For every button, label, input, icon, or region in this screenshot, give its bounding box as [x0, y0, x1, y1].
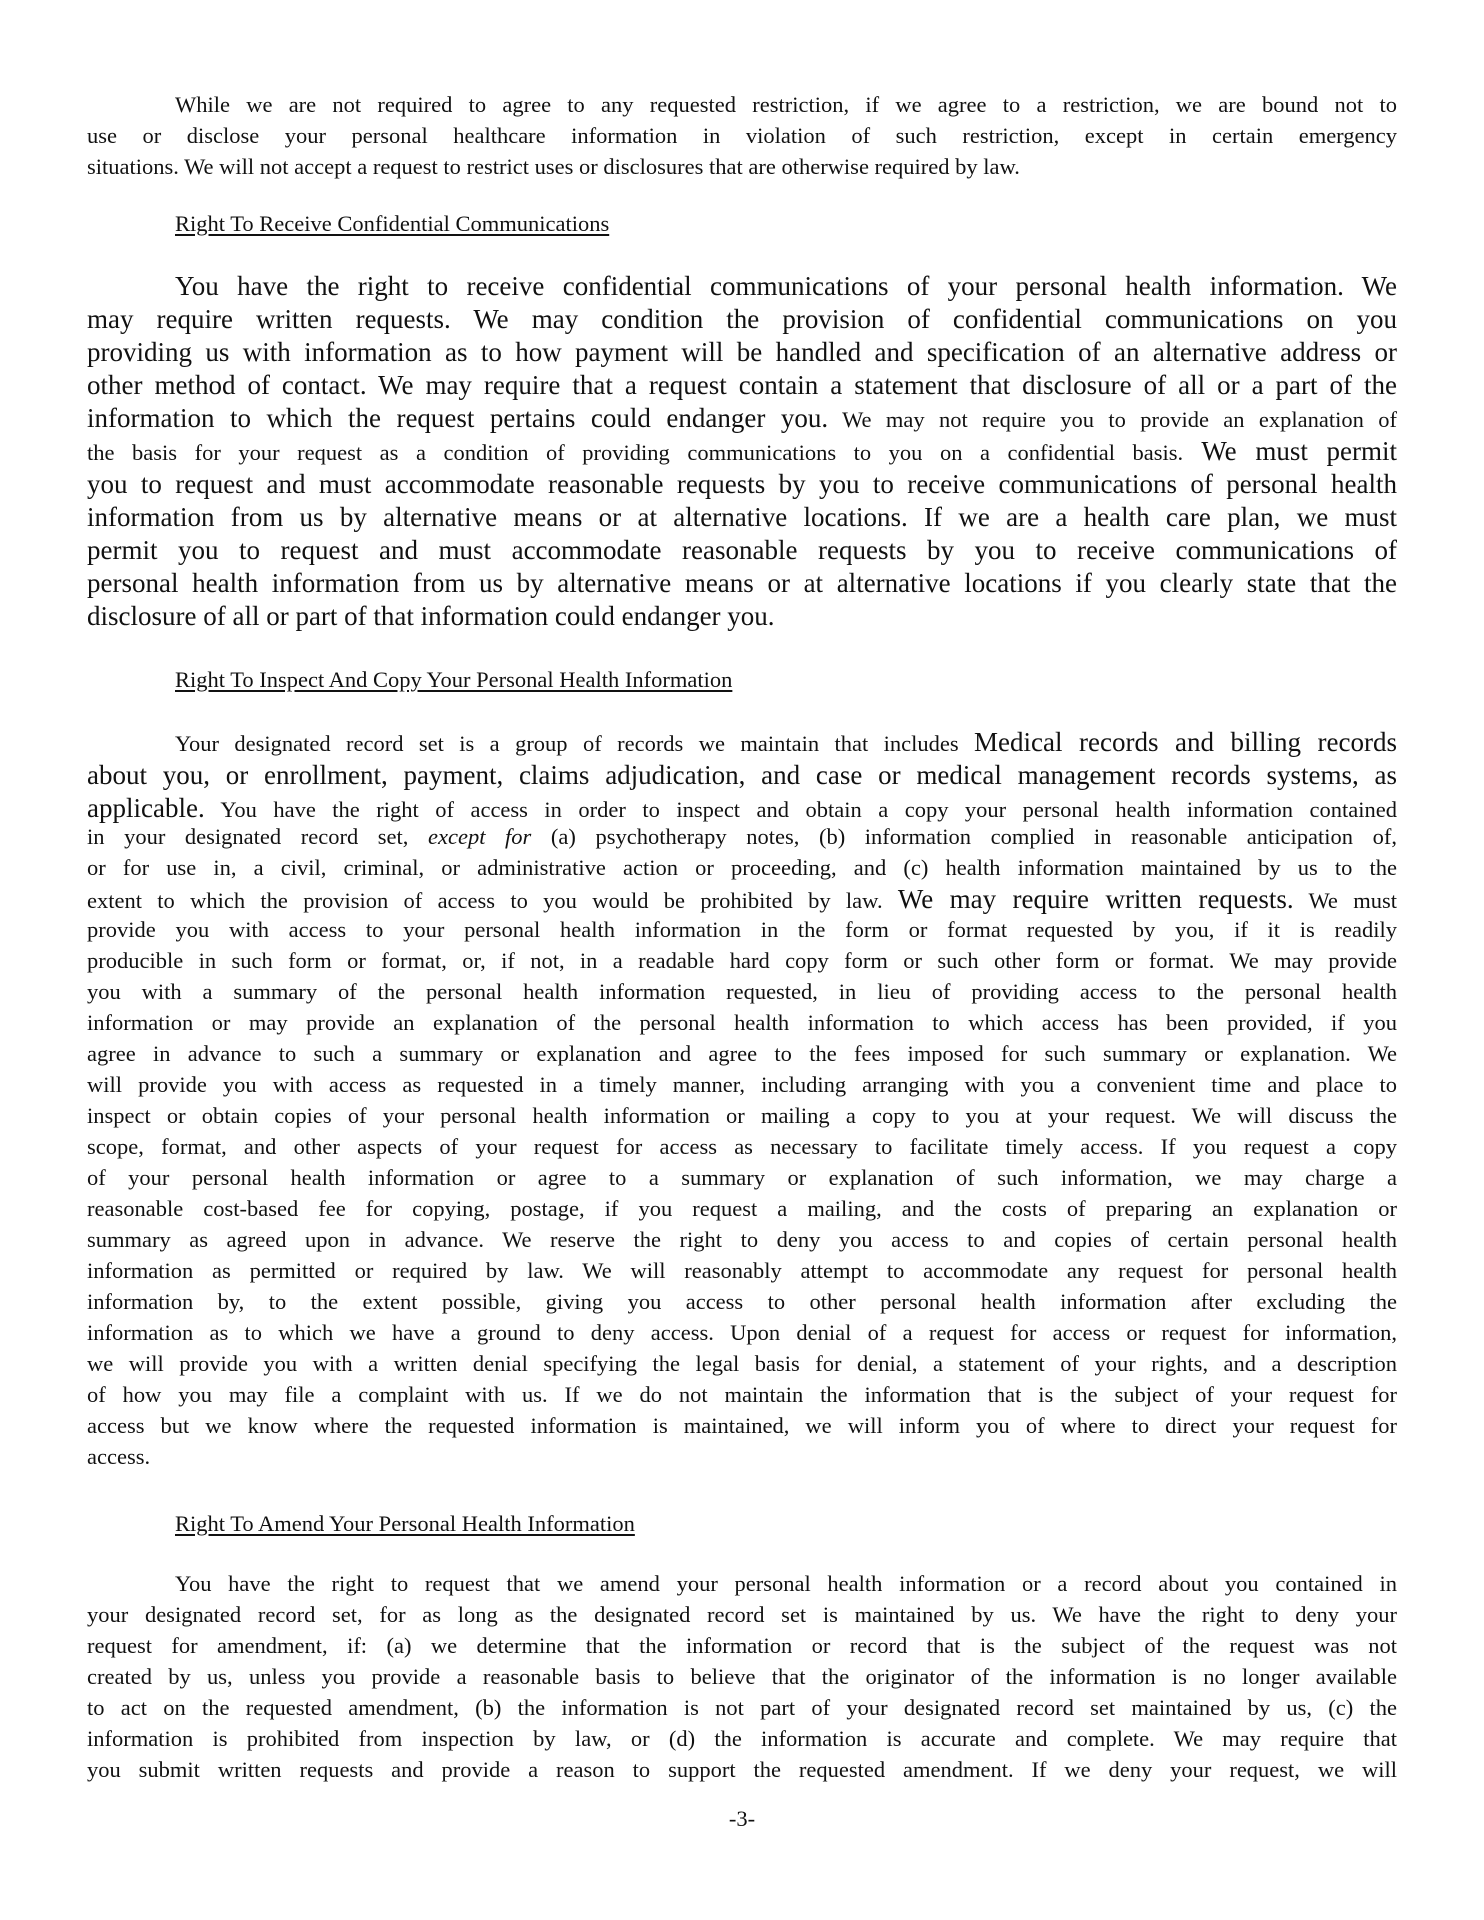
paragraph-line: other method of contact. We may require that a request contain a statement that disclosure of all or a part of the: [87, 370, 1397, 400]
paragraph-line: [87, 826, 1397, 849]
paragraph-line: may require written requests. We may condition the provision of confidential communications on you: [87, 304, 1397, 334]
paragraph-line: information from us by alternative means or at alternative locations. If we are a health care plan, we must: [87, 502, 1397, 532]
text-run: We may require written requests.: [897, 884, 1294, 914]
paragraph-line: While we are not required to agree to any requested restriction, if we agree to a restriction, we are bound not to: [175, 92, 1397, 117]
text-run: extent to which the provision of access to you would be prohibited by law.: [87, 888, 898, 913]
paragraph-line: You have the right to receive confidential communications of your personal health information. We: [175, 271, 1397, 301]
paragraph-line: information or may provide an explanation of the personal health information to which access has been provided, if you: [87, 1010, 1397, 1035]
paragraph-line: use or disclose your personal healthcare information in violation of such restriction, except in certain emergency: [87, 123, 1397, 148]
paragraph-line: information is prohibited from inspection by law, or (d) the information is accurate and complete. We may require that: [87, 1726, 1397, 1751]
paragraph-line: you with a summary of the personal health information requested, in lieu of providing access to the personal health: [87, 979, 1397, 1004]
paragraph-line: disclosure of all or part of that information could endanger you.: [87, 601, 775, 631]
paragraph-line: providing us with information as to how payment will be handled and specification of an alternative address or: [87, 337, 1397, 367]
paragraph-line: information by, to the extent possible, giving you access to other personal health information after excluding the: [87, 1289, 1397, 1314]
page-number: -3-: [728, 1806, 756, 1831]
paragraph-line: provide you with access to your personal health information in the form or format requested by you, if it is readily: [87, 917, 1397, 942]
paragraph-line: [87, 795, 1397, 822]
paragraph-line: information as permitted or required by law. We will reasonably attempt to accommodate any request for personal health: [87, 1258, 1397, 1283]
paragraph-line: access but we know where the requested information is maintained, we will inform you of where to direct your request for: [87, 1413, 1397, 1438]
paragraph-line: about you, or enrollment, payment, claims adjudication, and case or medical management records systems, as: [87, 760, 1397, 790]
paragraph-line: access.: [87, 1444, 151, 1469]
paragraph-line: you submit written requests and provide a reason to support the requested amendment. If we deny your request, we will: [87, 1757, 1397, 1782]
text-run: in your designated record set,: [87, 824, 428, 849]
paragraph-line: or for use in, a civil, criminal, or administrative action or proceeding, and (c) health information maintained by us to the: [87, 855, 1397, 880]
paragraph-line: of your personal health information or agree to a summary or explanation of such information, we may charge a: [87, 1165, 1397, 1190]
section-heading-confidential-communications: Right To Receive Confidential Communications: [175, 211, 610, 236]
paragraph-line: your designated record set, for as long as the designated record set is maintained by us. We have the right to deny your: [87, 1602, 1397, 1627]
text-run: information to which the request pertains could endanger you.: [87, 403, 829, 433]
text-run: applicable.: [87, 793, 205, 823]
text-run: Medical records and billing records: [974, 727, 1397, 757]
paragraph-line: [87, 405, 1397, 432]
paragraph-line: personal health information from us by alternative means or at alternative locations if you clearly state that the: [87, 568, 1397, 598]
text-run: We must: [1293, 888, 1397, 913]
text-run: the basis for your request as a condition of providing communications to you on a confidential basis.: [87, 440, 1184, 465]
text-run: We must permit: [1183, 436, 1397, 466]
paragraph-line: we will provide you with a written denial specifying the legal basis for denial, a statement of your rights, and a description: [87, 1351, 1397, 1376]
text-run: Your designated record set is a group of records we maintain that includes: [175, 731, 975, 756]
section-heading-amend: Right To Amend Your Personal Health Information: [175, 1511, 635, 1536]
paragraph-line: summary as agreed upon in advance. We reserve the right to deny you access to and copies of certain personal health: [87, 1227, 1397, 1252]
paragraph-line: created by us, unless you provide a reasonable basis to believe that the originator of the information is no longer available: [87, 1664, 1397, 1689]
text-run: We may not require you to provide an explanation of: [828, 407, 1398, 432]
paragraph-line: of how you may file a complaint with us. If we do not maintain the information that is the subject of your request for: [87, 1382, 1397, 1407]
paragraph-line: information as to which we have a ground to deny access. Upon denial of a request for access or request for information,: [87, 1320, 1397, 1345]
paragraph-line: [87, 438, 1397, 465]
paragraph-line: agree in advance to such a summary or explanation and agree to the fees imposed for such summary or explanation. We: [87, 1041, 1397, 1066]
paragraph-line: to act on the requested amendment, (b) the information is not part of your designated record set maintained by us, (c) the: [87, 1695, 1397, 1720]
paragraph-line: [175, 729, 1397, 756]
paragraph-line: inspect or obtain copies of your personal health information or mailing a copy to you at your request. We will discuss the: [87, 1103, 1397, 1128]
paragraph-line: situations. We will not accept a request to restrict uses or disclosures that are otherwise required by law.: [87, 154, 1020, 179]
paragraph-line: You have the right to request that we amend your personal health information or a record about you contained in: [175, 1571, 1397, 1596]
paragraph-line: you to request and must accommodate reasonable requests by you to receive communications of personal health: [87, 469, 1397, 499]
paragraph-line: permit you to request and must accommodate reasonable requests by you to receive communications of: [87, 535, 1397, 565]
text-run: You have the right of access in order to inspect and obtain a copy your personal health information contained: [204, 797, 1397, 822]
paragraph-line: [87, 886, 1397, 913]
text-run: (a) psychotherapy notes, (b) information complied in reasonable anticipation of,: [531, 824, 1397, 849]
paragraph-line: request for amendment, if: (a) we determine that the information or record that is the subject of the request was not: [87, 1633, 1397, 1658]
paragraph-line: producible in such form or format, or, if not, in a readable hard copy form or such other form or format. We may provide: [87, 948, 1397, 973]
paragraph-line: reasonable cost-based fee for copying, postage, if you request a mailing, and the costs of preparing an explanation or: [87, 1196, 1397, 1221]
paragraph-line: will provide you with access as requested in a timely manner, including arranging with you a convenient time and place to: [87, 1072, 1397, 1097]
paragraph-line: scope, format, and other aspects of your request for access as necessary to facilitate timely access. If you request a copy: [87, 1134, 1397, 1159]
emphasis-text: except for: [428, 824, 532, 849]
section-heading-inspect-and-copy: Right To Inspect And Copy Your Personal Health Information: [175, 667, 733, 692]
